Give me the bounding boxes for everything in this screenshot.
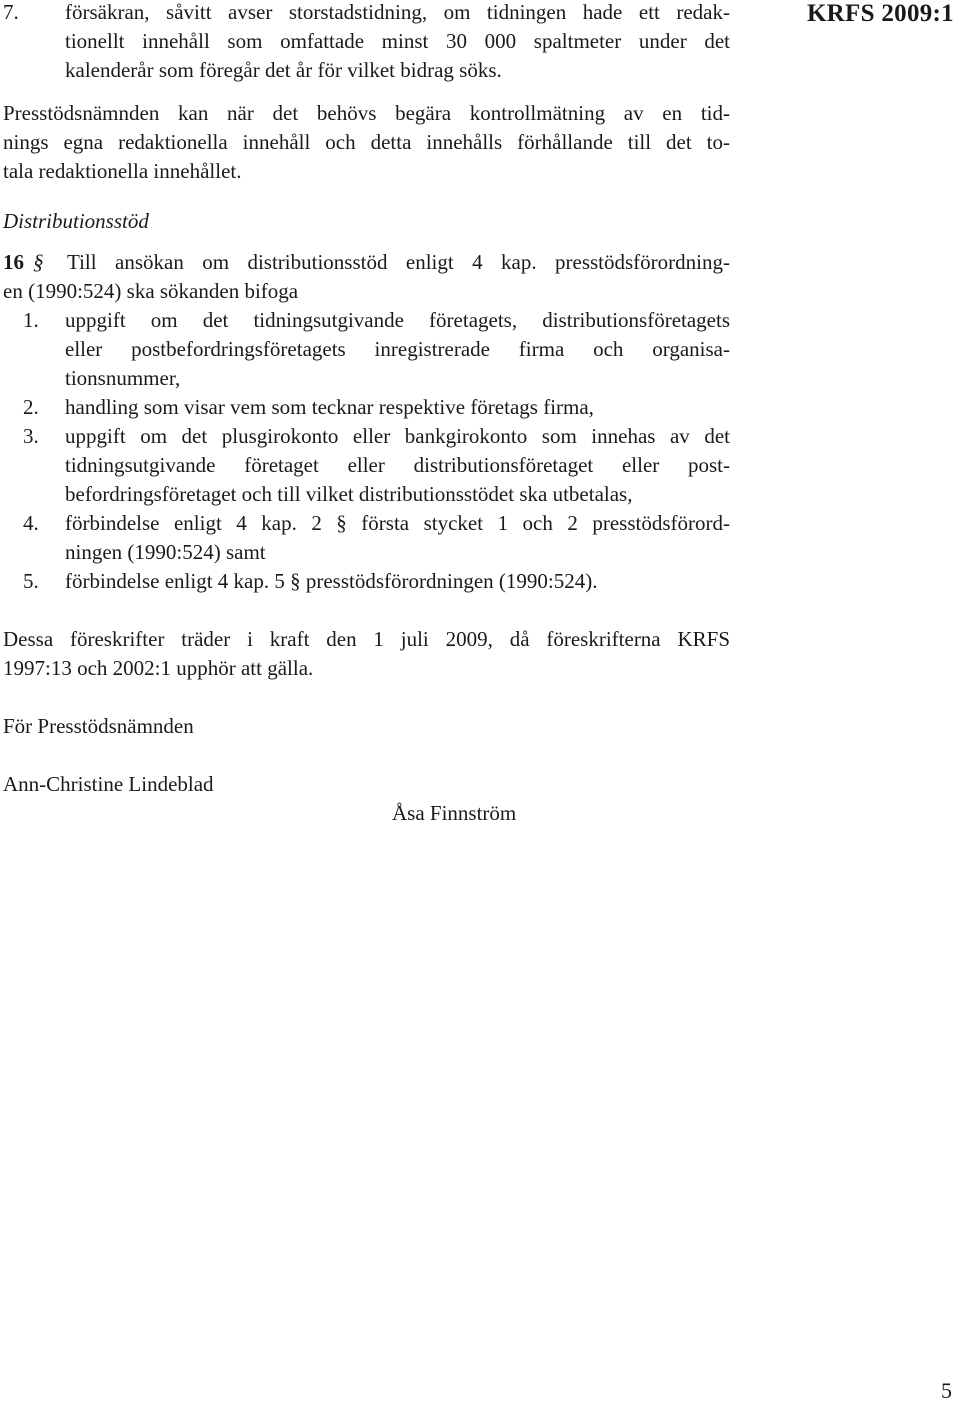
document-code: KRFS 2009:1 bbox=[806, 0, 954, 27]
control-paragraph-line-2: nings egna redaktionella innehåll och detta innehålls förhållande till det to- bbox=[3, 130, 730, 154]
page-number: 5 bbox=[941, 1378, 952, 1403]
list-item-5-number: 5. bbox=[23, 569, 39, 593]
list-item-1-number: 1. bbox=[23, 308, 39, 332]
effective-paragraph-line-2: 1997:13 och 2002:1 upphör att gälla. bbox=[3, 656, 314, 680]
signer-2-name: Åsa Finnström bbox=[392, 801, 517, 825]
list-item-3-line-1: uppgift om det plusgirokonto eller bankgirokonto som innehas av det bbox=[65, 424, 730, 448]
control-paragraph-line-1: Presstödsnämnden kan när det behövs begära kontrollmätning av en tid- bbox=[3, 101, 730, 125]
item-7-number: 7. bbox=[3, 0, 19, 24]
item-7-line-3: kalenderår som föregår det år för vilket bidrag söks. bbox=[65, 58, 502, 82]
list-item-4-line-2: ningen (1990:524) samt bbox=[65, 540, 266, 564]
list-item-3-line-3: befordringsföretaget och till vilket distributionsstödet ska utbetalas, bbox=[65, 482, 633, 506]
control-paragraph-line-3: tala redaktionella innehållet. bbox=[3, 159, 242, 183]
section-16-line-1: Till ansökan om distributionsstöd enligt 4 kap. presstödsförordning- bbox=[67, 250, 730, 274]
section-16-line-2: en (1990:524) ska sökanden bifoga bbox=[3, 279, 299, 303]
section-heading-distributionsstod: Distributionsstöd bbox=[3, 209, 149, 233]
list-item-5-line-1: förbindelse enligt 4 kap. 5 § presstödsförordningen (1990:524). bbox=[65, 569, 598, 593]
signer-1-name: Ann-Christine Lindeblad bbox=[3, 772, 214, 796]
list-item-1-line-1: uppgift om det tidningsutgivande företagets, distributionsföretagets bbox=[65, 308, 730, 332]
list-item-4-line-1: förbindelse enligt 4 kap. 2 § första stycket 1 och 2 presstödsförord- bbox=[65, 511, 730, 535]
list-item-3-number: 3. bbox=[23, 424, 39, 448]
section-symbol: § bbox=[33, 250, 44, 274]
item-7-line-1: försäkran, såvitt avser storstadstidning, om tidningen hade ett redak- bbox=[65, 0, 730, 24]
list-item-1-line-2: eller postbefordringsföretagets inregistrerade firma och organisa- bbox=[65, 337, 730, 361]
list-item-1-line-3: tionsnummer, bbox=[65, 366, 181, 390]
list-item-3-line-2: tidningsutgivande företaget eller distributionsföretaget eller post- bbox=[65, 453, 730, 477]
list-item-2-number: 2. bbox=[23, 395, 39, 419]
signature-for-line: För Presstödsnämnden bbox=[3, 714, 194, 738]
effective-paragraph-line-1: Dessa föreskrifter träder i kraft den 1 juli 2009, då föreskrifterna KRFS bbox=[3, 627, 730, 651]
list-item-2-line-1: handling som visar vem som tecknar respektive företags firma, bbox=[65, 395, 594, 419]
item-7-line-2: tionellt innehåll som omfattade minst 30 000 spaltmeter under det bbox=[65, 29, 730, 53]
section-16-number: 16 bbox=[3, 250, 24, 274]
list-item-4-number: 4. bbox=[23, 511, 39, 535]
